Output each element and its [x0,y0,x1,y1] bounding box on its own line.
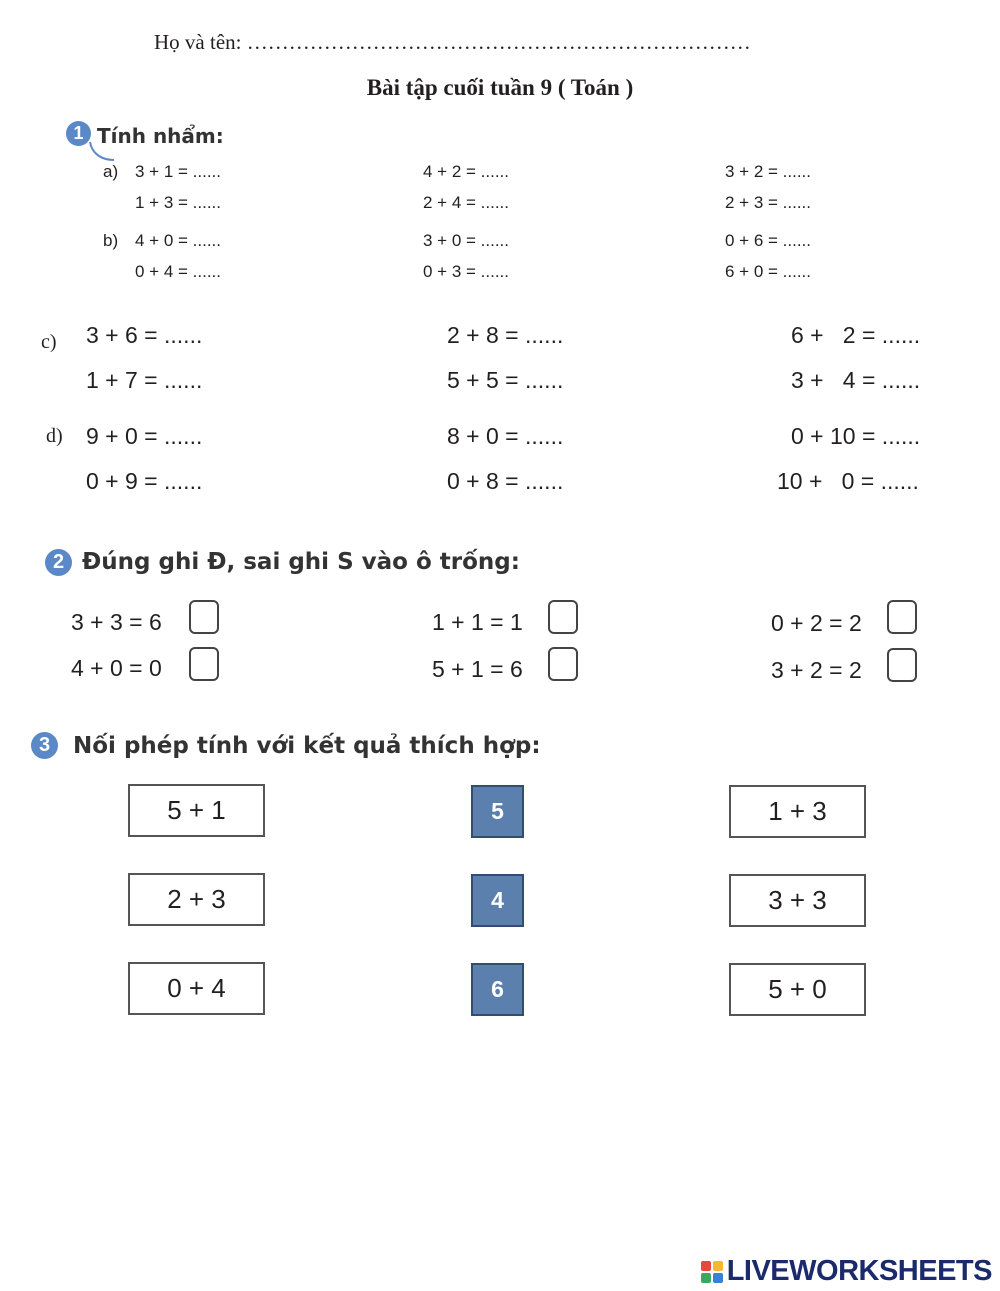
exercise-d-1-2: 8 + 0 = ...... [447,423,564,449]
match-right-2[interactable]: 3 + 3 [729,874,866,927]
truefalse-1-2-box[interactable] [548,600,578,634]
worksheet-title: Bài tập cuối tuần 9 ( Toán ) [366,75,634,100]
part-c-label: c) [41,331,57,353]
match-left-3[interactable]: 0 + 4 [128,962,265,1015]
truefalse-2-3-expression: 3 + 2 = 2 [771,657,862,683]
exercise-a-2-3: 2 + 3 = ...... [725,193,811,212]
match-left-1[interactable]: 5 + 1 [128,784,265,837]
match-result-1[interactable]: 5 [471,785,524,838]
logo-square-blue [713,1273,723,1283]
exercise-b-2-2: 0 + 3 = ...... [423,262,509,281]
liveworksheets-mark-icon [701,1261,723,1283]
exercise-a-2-1: 1 + 3 = ...... [135,193,221,212]
exercise-d-2-1: 0 + 9 = ...... [86,468,203,494]
match-right-3[interactable]: 5 + 0 [729,963,866,1016]
truefalse-2-3-box[interactable] [887,648,917,682]
part-b-label: b) [103,231,119,250]
exercise-a-1-2: 4 + 2 = ...... [423,162,509,181]
truefalse-1-1-box[interactable] [189,600,219,634]
exercise-b-1-3: 0 + 6 = ...... [725,231,811,250]
exercise-a-2-2: 2 + 4 = ...... [423,193,509,212]
exercise-c-2-2: 5 + 5 = ...... [447,367,564,393]
exercise-d-1-1: 9 + 0 = ...... [86,423,203,449]
part-d-label: d) [46,425,63,447]
liveworksheets-brand-text: LIVEWORKSHEETS [726,1255,992,1287]
student-name-line: Họ và tên: ……………………………………………………………… [154,30,751,54]
match-right-1[interactable]: 1 + 3 [729,785,866,838]
match-result-2[interactable]: 4 [471,874,524,927]
exercise-c-1-1: 3 + 6 = ...... [86,322,203,348]
exercise-d-1-3: 0 + 10 = ...... [791,423,921,449]
truefalse-2-2-box[interactable] [548,647,578,681]
truefalse-1-1-expression: 3 + 3 = 6 [71,609,162,635]
logo-square-red [701,1261,711,1271]
exercise-b-2-3: 6 + 0 = ...... [725,262,811,281]
section-3-number: 3 [31,732,58,759]
section-1-title: Tính nhẩm: [97,124,224,148]
logo-square-yellow [713,1261,723,1271]
exercise-c-1-2: 2 + 8 = ...... [447,322,564,348]
exercise-a-1-1: 3 + 1 = ...... [135,162,221,181]
liveworksheets-logo [701,1255,992,1288]
exercise-b-1-1: 4 + 0 = ...... [135,231,221,250]
section-1-number: 1 [66,121,91,146]
truefalse-1-3-box[interactable] [887,600,917,634]
section-2-title: Đúng ghi Đ, sai ghi S vào ô trống: [82,549,520,575]
exercise-b-1-2: 3 + 0 = ...... [423,231,509,250]
truefalse-1-3-expression: 0 + 2 = 2 [771,610,862,636]
truefalse-2-1-box[interactable] [189,647,219,681]
section-2-number: 2 [45,549,72,576]
part-a-label: a) [103,162,119,181]
exercise-a-1-3: 3 + 2 = ...... [725,162,811,181]
section-3-title: Nối phép tính với kết quả thích hợp: [73,733,541,759]
logo-square-green [701,1273,711,1283]
exercise-c-2-1: 1 + 7 = ...... [86,367,203,393]
exercise-b-2-1: 0 + 4 = ...... [135,262,221,281]
truefalse-2-2-expression: 5 + 1 = 6 [432,656,523,682]
truefalse-1-2-expression: 1 + 1 = 1 [432,609,523,635]
exercise-c-1-3: 6 + 2 = ...... [791,322,921,348]
exercise-d-2-2: 0 + 8 = ...... [447,468,564,494]
exercise-c-2-3: 3 + 4 = ...... [791,367,921,393]
match-result-3[interactable]: 6 [471,963,524,1016]
truefalse-2-1-expression: 4 + 0 = 0 [71,655,162,681]
match-left-2[interactable]: 2 + 3 [128,873,265,926]
exercise-d-2-3: 10 + 0 = ...... [777,468,919,494]
